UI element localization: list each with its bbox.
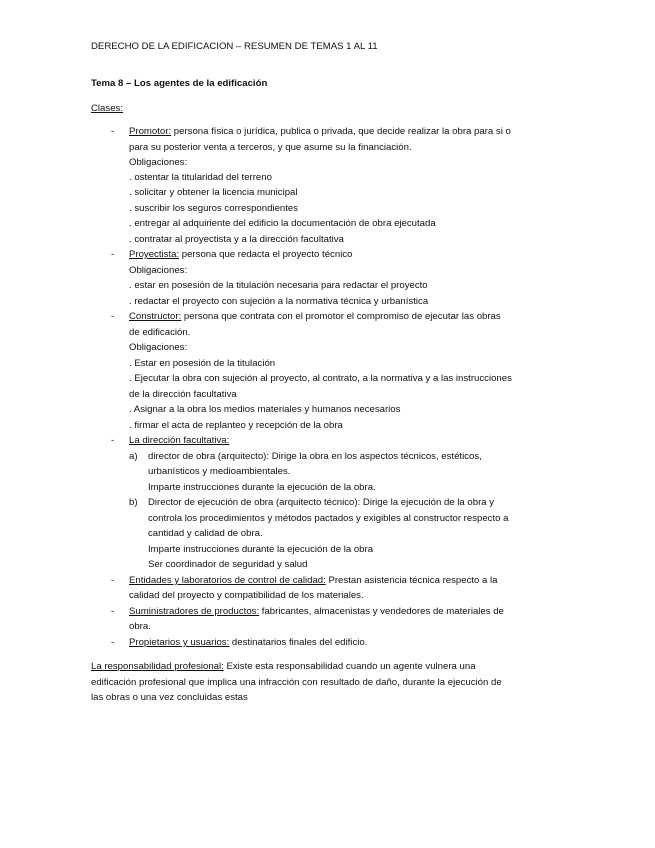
director-ejecucion-line: controla los procedimientos y métodos pactados y exigibles al constructor respecto a [148, 513, 509, 524]
constructor-line [129, 311, 501, 323]
entidades-desc-cont: calidad del proyecto y compatibilidad de los materiales. [129, 590, 364, 601]
promotor-line [129, 126, 511, 138]
proyectista-oblig-item: . estar en posesión de la titulación necesaria para redactar el proyecto [129, 280, 428, 291]
suministradores-desc-cont: obra. [129, 621, 151, 632]
direccion-term: La dirección facultativa: [129, 435, 230, 446]
constructor-oblig-item: . Asignar a la obra los medios materiales y humanos necesarios [129, 404, 401, 415]
constructor-desc: persona que contrata con el promotor el compromiso de ejecutar las obras [181, 311, 501, 322]
director-ejecucion-line: Imparte instrucciones durante la ejecución de la obra [148, 544, 374, 555]
constructor-term: Constructor: [129, 311, 182, 322]
entidades-desc: Prestan asistencia técnica respecto a la [325, 575, 498, 586]
responsabilidad-line [91, 661, 476, 673]
director-obra-line: director de obra (arquitecto): Dirige la obra en los aspectos técnicos, estéticos, [148, 451, 482, 462]
list-dash: - [111, 249, 115, 260]
promotor-oblig-item: . contratar al proyectista y a la dirección facultativa [129, 234, 344, 245]
sub-marker-b: b) [129, 497, 138, 508]
entidades-line [129, 575, 498, 587]
constructor-oblig-item: . Ejecutar la obra con sujeción al proyecto, al contrato, a la normativa y a las instrucciones [129, 373, 512, 384]
director-ejecucion-line: Ser coordinador de seguridad y salud [148, 559, 308, 570]
suministradores-term: Suministradores de productos: [129, 606, 260, 617]
list-dash: - [111, 575, 115, 586]
proyectista-desc: persona que redacta el proyecto técnico [179, 249, 353, 260]
director-ejecucion-line: Director de ejecución de obra (arquitecto técnico): Dirige la ejecución de la obra y [148, 497, 495, 508]
constructor-oblig-label: Obligaciones: [129, 342, 188, 353]
constructor-oblig-item: . Estar en posesión de la titulación [129, 358, 276, 369]
proyectista-oblig-label: Obligaciones: [129, 265, 188, 276]
document-header: DERECHO DE LA EDIFICACION – RESUMEN DE TEMAS 1 AL 11 [91, 41, 378, 52]
sub-marker-a: a) [129, 451, 138, 462]
propietarios-line [129, 637, 367, 649]
director-obra-line: Imparte instrucciones durante la ejecución de la obra. [148, 482, 376, 493]
suministradores-line [129, 606, 504, 618]
section-heading: Tema 8 – Los agentes de la edificación [91, 78, 268, 89]
promotor-desc: persona física o jurídica, publica o privada, que decide realizar la obra para si o [171, 126, 511, 137]
list-dash: - [111, 311, 115, 322]
proyectista-term: Proyectista: [129, 249, 180, 260]
director-ejecucion-line: cantidad y calidad de obra. [148, 528, 263, 539]
list-dash: - [111, 637, 115, 648]
responsabilidad-line: edificación profesional que implica una infracción con resultado de daño, durante la ejecución de [91, 677, 502, 688]
entidades-term: Entidades y laboratorios de control de calidad: [129, 575, 326, 586]
constructor-oblig-item: . firmar el acta de replanteo y recepción de la obra [129, 420, 343, 431]
responsabilidad-term: La responsabilidad profesional: [91, 661, 224, 672]
responsabilidad-line: las obras o una vez concluidas estas [91, 692, 248, 703]
responsabilidad-desc: Existe esta responsabilidad cuando un agente vulnera una [223, 661, 476, 672]
constructor-desc-cont: de edificación. [129, 327, 191, 338]
list-dash: - [111, 435, 115, 446]
promotor-oblig-item: . entregar al adquiriente del edificio la documentación de obra ejecutada [129, 218, 436, 229]
promotor-oblig-label: Obligaciones: [129, 157, 188, 168]
clases-label: Clases: [91, 103, 123, 114]
promotor-desc-cont: para su posterior venta a terceros, y que asume su la financiación. [129, 142, 412, 153]
proyectista-line [129, 249, 352, 261]
list-dash: - [111, 606, 115, 617]
propietarios-term: Propietarios y usuarios: [129, 637, 230, 648]
list-dash: - [111, 126, 115, 137]
constructor-oblig-item-cont: de la dirección facultativa [129, 389, 237, 400]
promotor-oblig-item: . ostentar la titularidad del terreno [129, 172, 272, 183]
promotor-oblig-item: . solicitar y obtener la licencia municipal [129, 187, 298, 198]
director-obra-line: urbanísticos y medioambientales. [148, 466, 291, 477]
promotor-oblig-item: . suscribir los seguros correspondientes [129, 203, 299, 214]
promotor-term: Promotor: [129, 126, 172, 137]
propietarios-desc: destinatarios finales del edificio. [229, 637, 368, 648]
suministradores-desc: fabricantes, almacenistas y vendedores de materiales de [259, 606, 504, 617]
proyectista-oblig-item: . redactar el proyecto con sujeción a la normativa técnica y urbanística [129, 296, 429, 307]
